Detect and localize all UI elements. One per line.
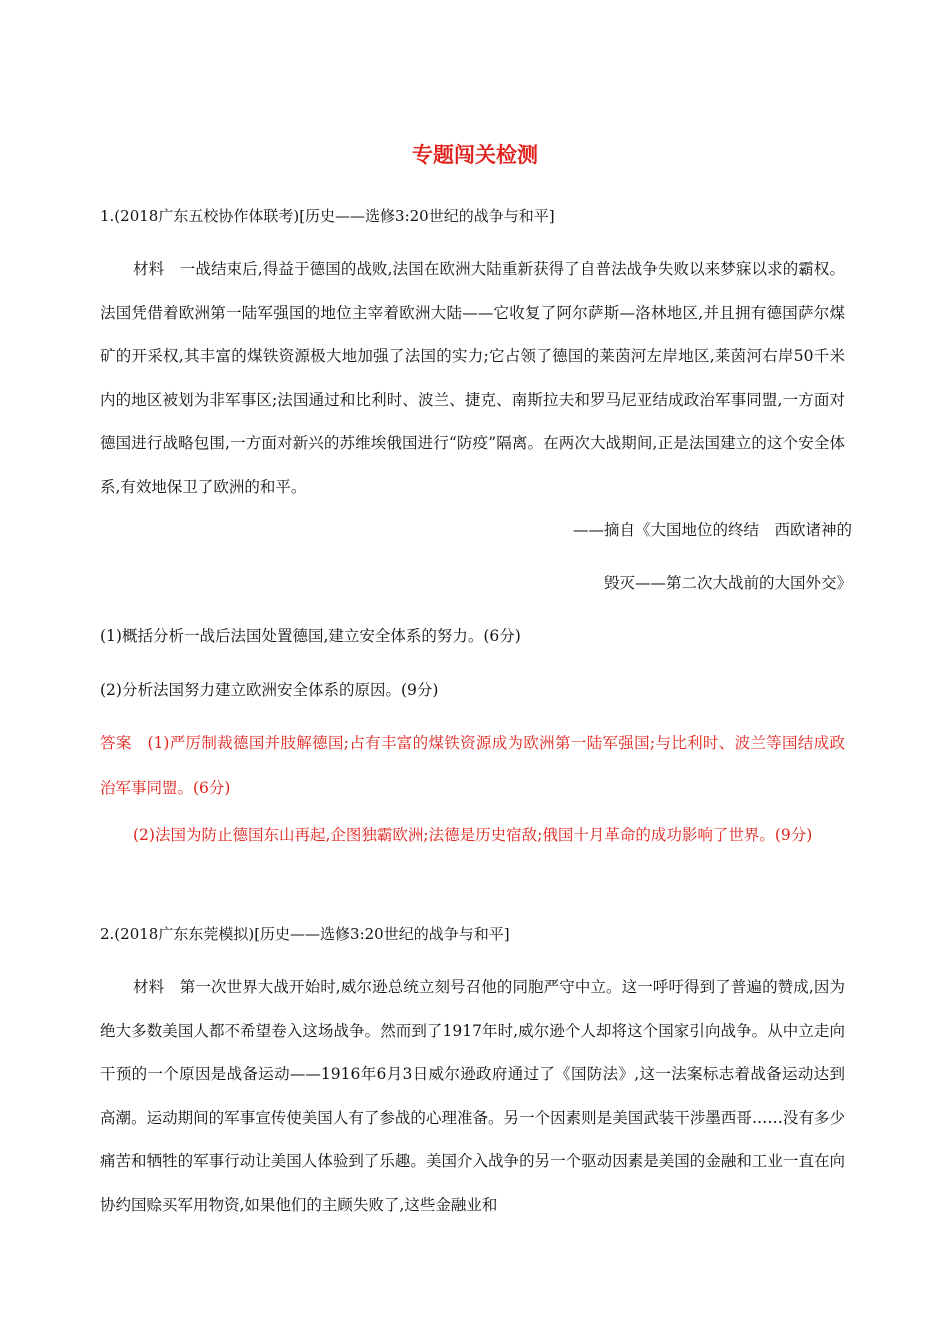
question-1-subquestion-1: (1)概括分析一战后法国处置德国,建立安全体系的努力。(6分) (100, 627, 521, 645)
question-1-answer-2: (2)法国为防止德国东山再起,企图独霸欧洲;法德是历史宿敌;俄国十月革命的成功影响了世界。(9分) (133, 826, 813, 844)
question-1-subquestion-2: (2)分析法国努力建立欧洲安全体系的原因。(9分) (100, 681, 439, 699)
question-1-header: 1.(2018广东五校协作体联考)[历史——选修3:20世纪的战争与和平] (100, 207, 555, 225)
question-1-answer-1: 答案 (1)严厉制裁德国并肢解德国;占有丰富的煤铁资源成为欧洲第一陆军强国;与比利时、波兰等国结成政治军事同盟。(6分) (100, 734, 845, 797)
question-1-source-line-1: ——摘自《大国地位的终结 西欧诸神的 (572, 521, 852, 539)
question-1-source-line-2: 毁灭——第二次大战前的大国外交》 (603, 574, 852, 592)
page-title: 专题闯关检测 (412, 143, 538, 167)
question-2-material: 材料 第一次世界大战开始时,威尔逊总统立刻号召他的同胞严守中立。这一呼吁得到了普遍的赞成,因为绝大多数美国人都不希望卷入这场战争。然而到了1917年时,威尔逊个人却将这个国家引向战争。从中立走向干预的一个原因是战备运动——1916年6月3日威尔逊政府通过了《国防法》,这一法案标志着战备运动达到高潮。运动期间的军事宣传使美国人有了参战的心理准备。另一个因素则是美国武装干涉墨西哥……没有多少痛苦和牺牲的军事行动让美国人体验到了乐趣。美国介入战争的另一个驱动因素是美国的金融和工业一直在向协约国赊买军用物资,如果他们的主顾失败了,这些金融业和 (100, 978, 845, 1214)
question-2-header: 2.(2018广东东莞模拟)[历史——选修3:20世纪的战争与和平] (100, 925, 510, 943)
question-1-material: 材料 一战结束后,得益于德国的战败,法国在欧洲大陆重新获得了自普法战争失败以来梦寐以求的霸权。法国凭借着欧洲第一陆军强国的地位主宰着欧洲大陆——它收复了阿尔萨斯—洛林地区,并且拥有德国萨尔煤矿的开采权,其丰富的煤铁资源极大地加强了法国的实力;它占领了德国的莱茵河左岸地区,莱茵河右岸50千米内的地区被划为非军事区;法国通过和比利时、波兰、捷克、南斯拉夫和罗马尼亚结成政治军事同盟,一方面对德国进行战略包围,一方面对新兴的苏维埃俄国进行“防疫”隔离。在两次大战期间,正是法国建立的这个安全体系,有效地保卫了欧洲的和平。 (100, 260, 845, 496)
